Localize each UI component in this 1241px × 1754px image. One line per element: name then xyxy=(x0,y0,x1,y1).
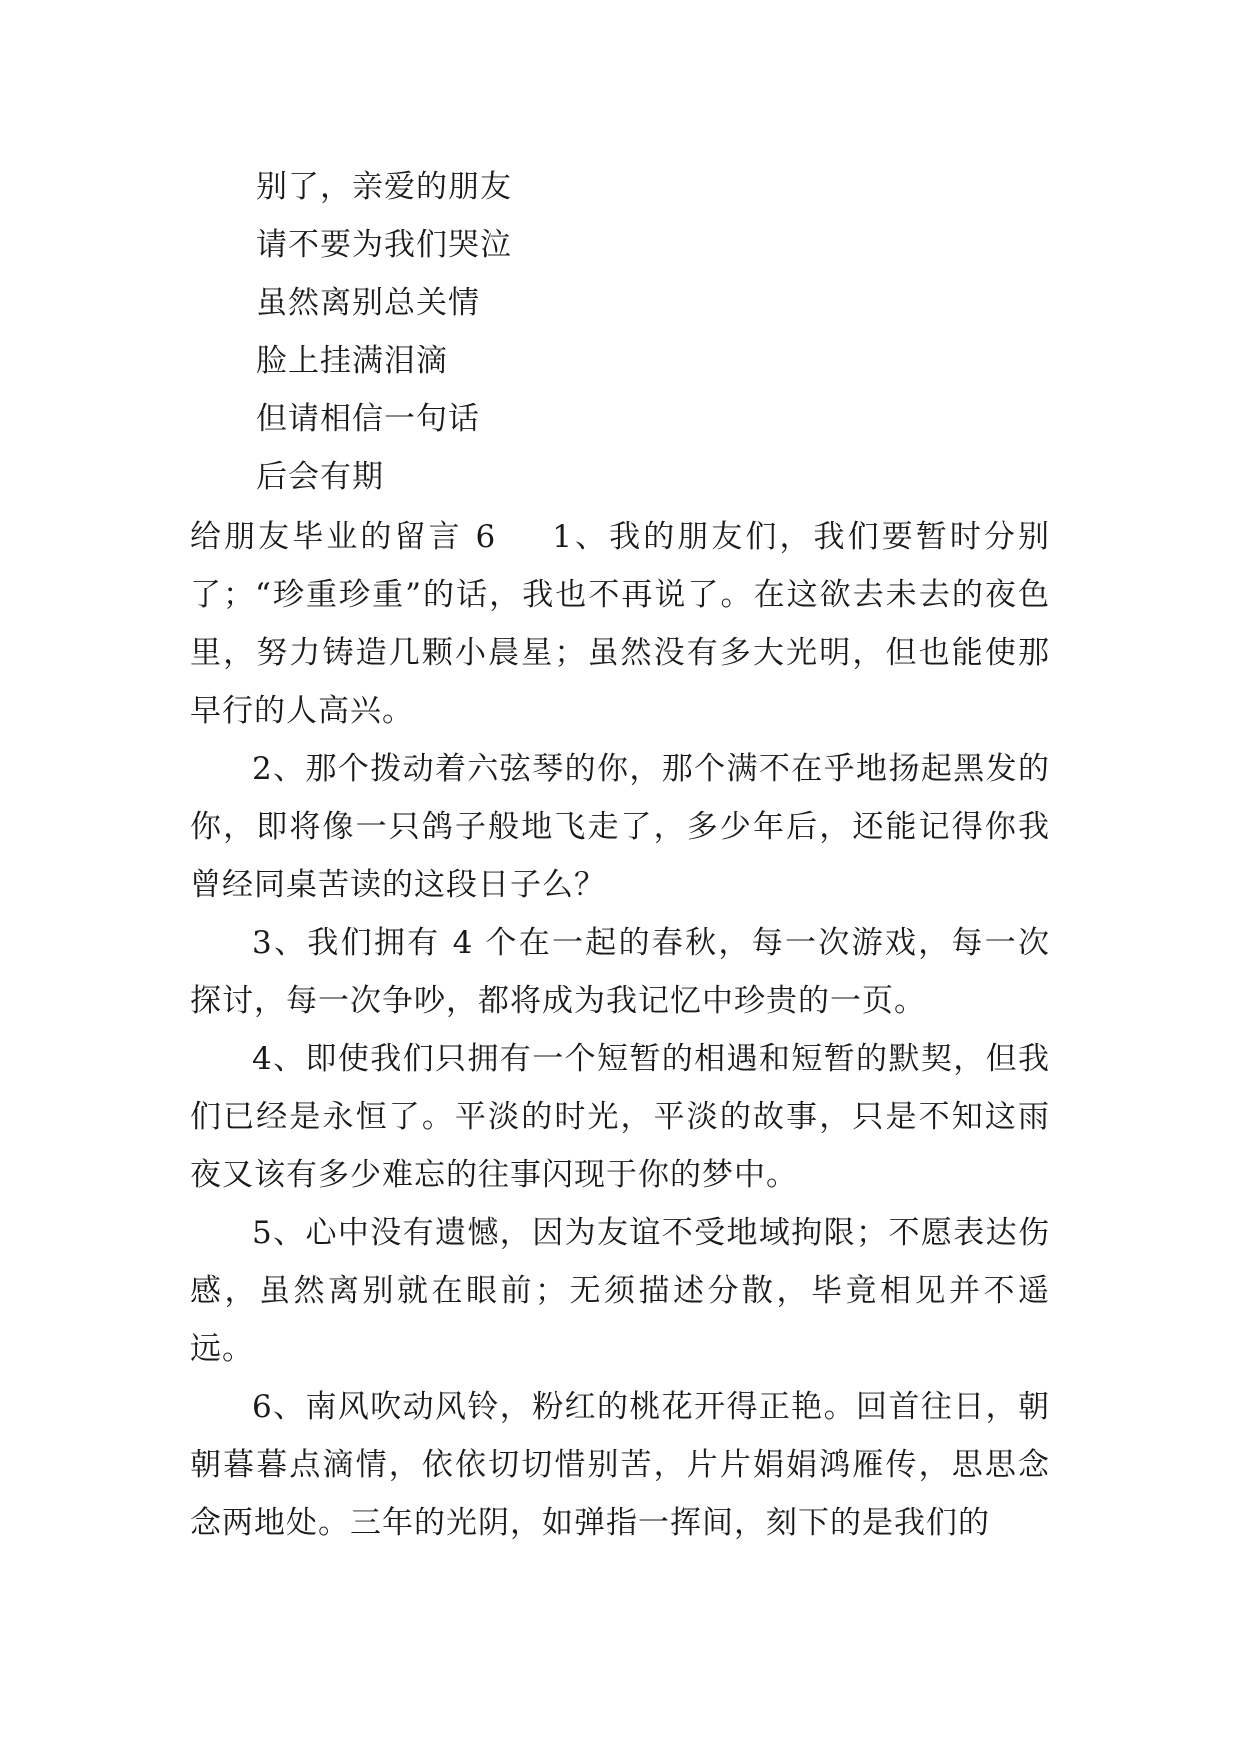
message-item: 5、心中没有遗憾，因为友谊不受地域拘限；不愿表达伤感，虽然离别就在眼前；无须描述分散，毕竟相见并不遥远。 xyxy=(190,1215,1050,1367)
message-item: 4、即使我们只拥有一个短暂的相遇和短暂的默契，但我们已经是永恒了。平淡的时光，平淡的故事，只是不知这雨夜又该有多少难忘的往事闪现于你的梦中。 xyxy=(190,1041,1050,1193)
poem-line: 但请相信一句话 xyxy=(256,401,480,437)
message-item: 6、南风吹动风铃，粉红的桃花开得正艳。回首往日，朝朝暮暮点滴情，依依切切惜别苦，片片娟娟鸿雁传，思思念念两地处。三年的光阴，如弹指一挥间，刻下的是我们的 xyxy=(190,1389,1050,1541)
first-paragraph xyxy=(190,508,1050,740)
poem-line: 虽然离别总关情 xyxy=(256,285,480,321)
poem-block xyxy=(256,158,956,506)
message-item: 2、那个拨动着六弦琴的你，那个满不在乎地扬起黑发的你，即将像一只鸽子般地飞走了，多少年后，还能记得你我曾经同桌苦读的这段日子么？ xyxy=(190,751,1050,903)
poem-line: 脸上挂满泪滴 xyxy=(256,343,448,379)
message-item: 1、我的朋友们，我们要暂时分别了；“珍重珍重”的话，我也不再说了。在这欲去未去的夜色里，努力铸造几颗小晨星；虽然没有多大光明，但也能使那早行的人高兴。 xyxy=(190,519,1050,729)
message-item: 3、我们拥有 4 个在一起的春秋，每一次游戏，每一次探讨，每一次争吵，都将成为我记忆中珍贵的一页。 xyxy=(190,925,1050,1019)
message-section xyxy=(190,508,1050,1552)
poem-line: 后会有期 xyxy=(256,459,384,495)
poem-line: 别了，亲爱的朋友 xyxy=(256,169,512,205)
section-title: 给朋友毕业的留言 6 xyxy=(190,519,497,555)
poem-line: 请不要为我们哭泣 xyxy=(256,227,512,263)
